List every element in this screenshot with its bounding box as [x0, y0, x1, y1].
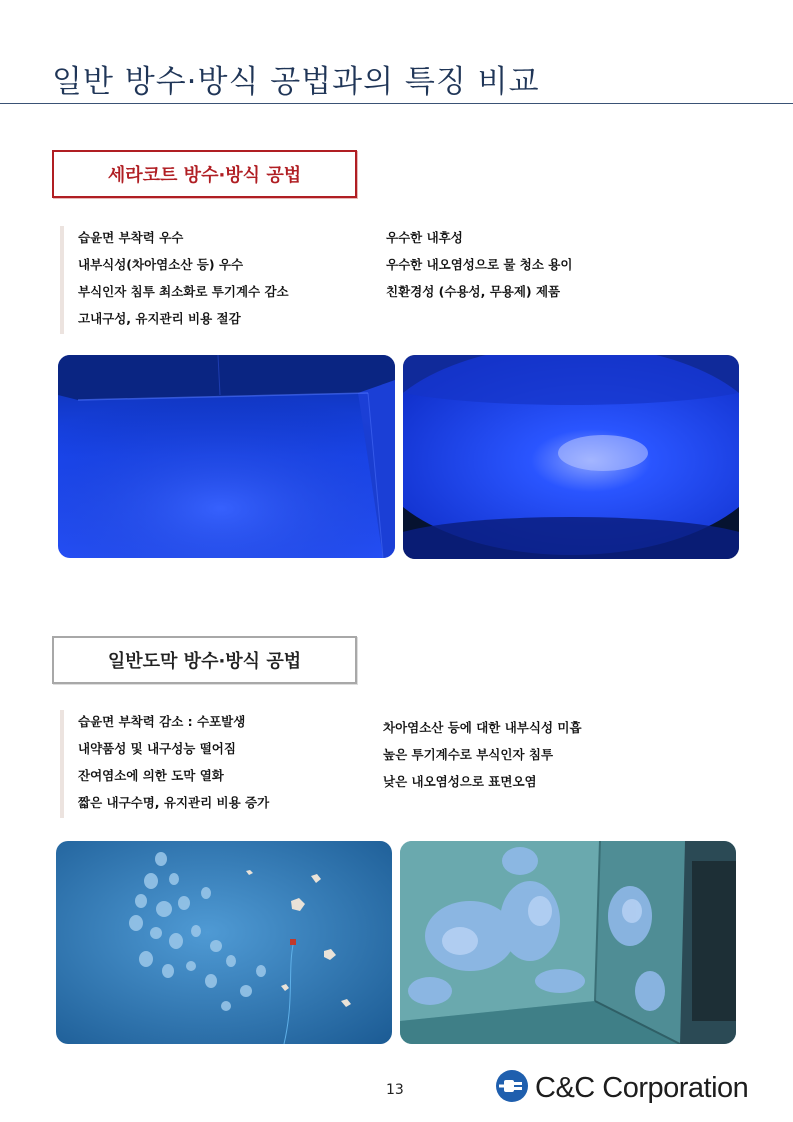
feature-item: 내약품성 및 내구성능 떨어짐 — [78, 741, 236, 756]
ceracoat-features-left — [78, 224, 289, 332]
general-section-heading: 일반도막 방수·방식 공법 — [52, 636, 357, 684]
feature-item: 높은 투기계수로 부식인자 침투 — [383, 747, 554, 762]
ceracoat-tank-corner-photo — [58, 355, 395, 558]
ceracoat-tank-floor-photo — [403, 355, 739, 559]
cnc-logo-icon — [495, 1069, 529, 1107]
ceracoat-section-heading: 세라코트 방수·방식 공법 — [52, 150, 357, 198]
page-title: 일반 방수·방식 공법과의 특징 비교 — [52, 64, 540, 100]
feature-item: 고내구성, 유지관리 비용 절감 — [78, 311, 241, 326]
ceracoat-features-right — [386, 224, 572, 305]
feature-item: 내부식성(차아염소산 등) 우수 — [78, 257, 244, 272]
title-divider — [0, 103, 793, 104]
general-features-bar — [60, 710, 64, 818]
feature-item: 낮은 내오염성으로 표면오염 — [383, 774, 537, 789]
feature-item: 차아염소산 등에 대한 내부식성 미흡 — [383, 720, 582, 735]
feature-item: 짧은 내구수명, 유지관리 비용 증가 — [78, 795, 270, 810]
page-number: 13 — [386, 1082, 404, 1098]
feature-item: 부식인자 침투 최소화로 투기계수 감소 — [78, 284, 289, 299]
brand-name: C&C Corporation — [535, 1071, 749, 1104]
general-blistered-wall-photo — [56, 841, 392, 1044]
feature-item: 우수한 내후성 — [386, 230, 463, 245]
feature-item: 습윤면 부착력 감소 : 수포발생 — [78, 714, 246, 729]
general-peeling-corner-photo — [400, 841, 736, 1044]
brand-logo — [495, 1069, 748, 1107]
general-features-left — [78, 708, 269, 816]
feature-item: 친환경성 (수용성, 무용제) 제품 — [386, 284, 561, 299]
general-features-right — [383, 714, 582, 795]
feature-item: 습윤면 부착력 우수 — [78, 230, 184, 245]
feature-item: 잔여염소에 의한 도막 열화 — [78, 768, 224, 783]
feature-item: 우수한 내오염성으로 물 청소 용이 — [386, 257, 573, 272]
ceracoat-features-bar — [60, 226, 64, 334]
